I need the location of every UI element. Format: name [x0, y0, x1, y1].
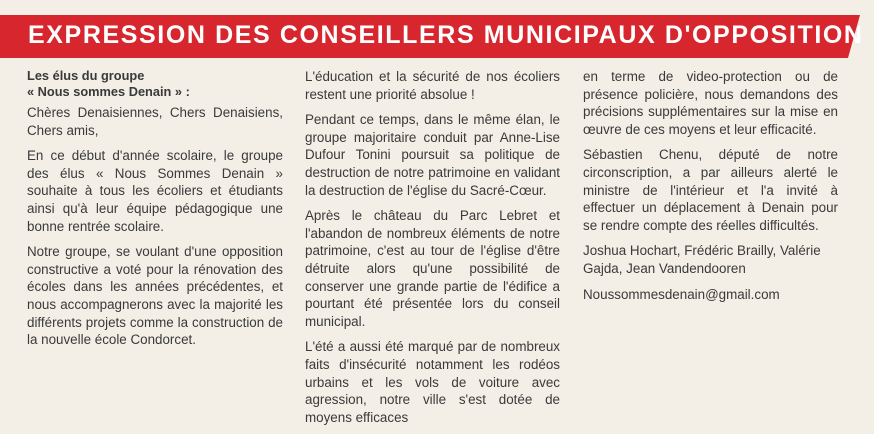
text-column-2	[305, 68, 560, 434]
contact-email: Noussommesdenain@gmail.com	[583, 286, 780, 302]
paragraph: Après le château du Parc Lebret et l'abandon de nombreux éléments de notre patrimoine, c'est au tour de l'église d'être détruite alors qu'une possibilité de conserver une grande partie de l'édifice a pourtant été présentée lors du conseil municipal.	[305, 208, 560, 329]
group-intro-line1: Les élus du groupe	[27, 68, 145, 83]
paragraph: Pendant ce temps, dans le même élan, le groupe majoritaire conduit par Anne-Lise Dufour Tonini poursuit sa politique de destruction de notre patrimoine en validant la destruction de l'église du Sacré-Cœur.	[305, 112, 560, 198]
paragraph: Notre groupe, se voulant d'une opposition constructive a voté pour la rénovation des écoles dans les années précédentes, et nous accompagnerons avec la majorité les différents projets comme la construction de la nouvelle école Condorcet.	[27, 244, 283, 348]
paragraph: L'éducation et la sécurité de nos écoliers restent une priorité absolue !	[305, 69, 560, 102]
greeting-paragraph: Chères Denaisiennes, Chers Denaisiens, Chers amis,	[27, 105, 283, 138]
paragraph: Sébastien Chenu, député de notre circonscription, a par ailleurs alerté le ministre de l'intérieur et l'a invité à effectuer un déplacement à Denain pour se rendre compte des réelles difficultés.	[583, 147, 838, 233]
signatories: Joshua Hochart, Frédéric Brailly, Valérie Gajda, Jean Vandendooren	[583, 243, 821, 276]
text-column-3	[583, 68, 838, 311]
paragraph: En ce début d'année scolaire, le groupe des élus « Nous Sommes Denain » souhaite à tous les écoliers et étudiants ainsi qu'à leur équipe pédagogique une bonne rentrée scolaire.	[27, 148, 283, 234]
group-intro	[27, 68, 283, 100]
paragraph: L'été a aussi été marqué par de nombreux faits d'insécurité notamment les rodéos urbains et les vols de voiture avec agression, notre ville s'est dotée de moyens efficaces	[305, 339, 560, 425]
header-banner	[0, 0, 874, 60]
paragraph: en terme de video-protection ou de présence policière, nous demandons des précisions supplémentaires sur la mise en œuvre de ces moyens et leur efficacité.	[583, 69, 838, 137]
text-column-1	[27, 68, 283, 357]
group-intro-line2: « Nous sommes Denain » :	[27, 84, 190, 99]
page-title: EXPRESSION DES CONSEILLERS MUNICIPAUX D'OPPOSITION	[28, 21, 864, 49]
